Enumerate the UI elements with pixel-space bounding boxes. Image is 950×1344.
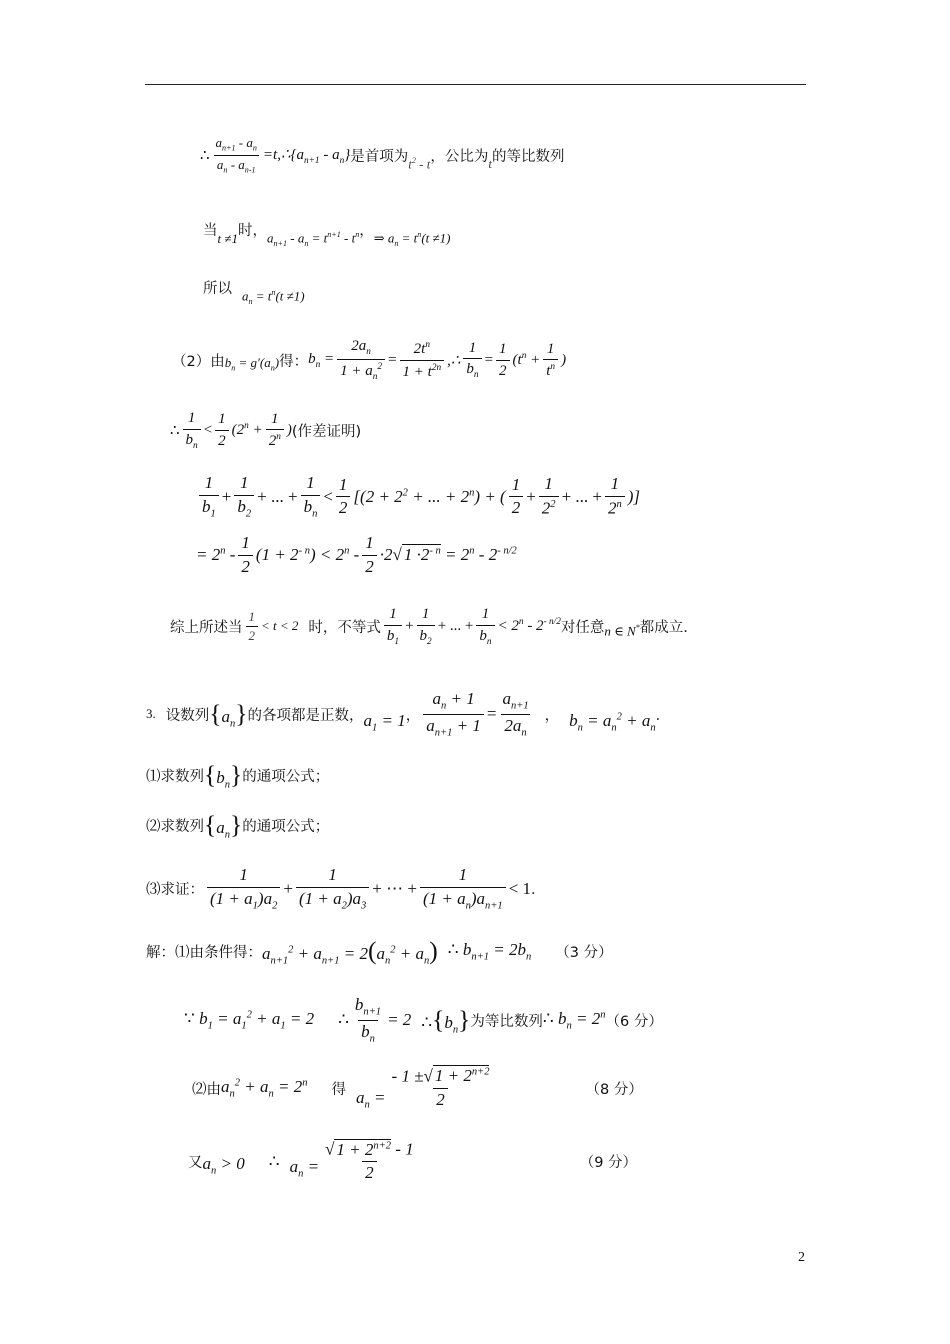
- question-3-part-2: ⑵求数列 $\{a_n\}$ 的通项公式；: [146, 810, 330, 841]
- text-score-9: （9 分）: [579, 1155, 638, 1172]
- solution-line-4: 又 $a_n > 0$ ∴ $a_n$ = $\frac{√ 1 + 2^{n+2} - 1}{2}$ （9 分）: [188, 1139, 638, 1183]
- question-3-line: 3. 设数列 $\{a_n\}$ 的各项都是正数， $a_1 = 1$ ， $\frac{a_n + 1}{a_{n+1} + 1}$ = $\frac{a_{n+1}}{2a_n}$ ， $b_n = a_n^2 + a_n$ ．: [146, 689, 671, 739]
- formula-line-5: ∴ $\frac{1}{b_n}$ < $\frac{1}{2}$ ($2^n$ + $\frac{1}{2^n}$ ) (作差证明): [170, 410, 362, 451]
- question-3-part-3: ⑶求证： $\frac{1}{(1 + a_1)a_2}$ + $\frac{1}{(1 + a_2)a_3}$ + ⋯ + $\frac{1}{(1 + a_n)a_{n+1}}$ < 1 ．: [146, 865, 546, 912]
- text-zongshang: 综上所述当: [170, 619, 243, 636]
- question-3-part-1: ⑴求数列 $\{b_n\}$ 的通项公式；: [146, 760, 330, 791]
- formula-line-7: = $2^n$ - $\frac{1}{2}$ $(1 + 2^{- n}) < 2^n$ - $\frac{1}{2}$ ·2√ $1 \cdot 2^{- n} = 2^n - 2^{- n/2}$: [196, 533, 517, 576]
- text-q3-positive: 的各项都是正数，: [247, 707, 364, 724]
- text-dengbi-shulie: 的等比数列: [491, 149, 565, 166]
- text-q3-intro: 设数列: [165, 707, 210, 724]
- question-number: 3.: [146, 706, 156, 722]
- text-gongbi: ，公比为: [430, 149, 489, 166]
- solution-line-3: ⑵由 $a_n^2 + a_n = 2^n$ 得 $a_n$ = $\frac{- 1 \pm√ 1 + 2^{n+2}}{2}$ （8 分）: [192, 1066, 643, 1111]
- text-q3-p3: ⑶求证：: [146, 882, 204, 899]
- formula-line-8: 综上所述当 $\frac{1}{2}$ < t < 2 时，不等式 $\frac{1}{b_1}$ + $\frac{1}{b_2}$ + ... + $\frac{1}{b_n}$ < $2^n - 2^{- n/2}$ 对任意 n ∈ N* 都成立.: [170, 606, 688, 647]
- text-sol2-you: ⑵由: [192, 1081, 221, 1098]
- text-q3-p2: ⑵求数列: [146, 818, 204, 835]
- text-suoyi: 所以: [203, 281, 232, 298]
- text-shi-shouxiang: 是首项为: [350, 149, 409, 166]
- header-rule: [145, 84, 806, 85]
- solution-line-2: ∵ $b_1 = a_1^2 + a_1 = 2$ ∴ $\frac{b_{n+1}}{b_n}$ = 2 $\therefore\{b_n\}$ 为等比数列 ∴ $b_n = 2^n$ （6 分）: [184, 995, 663, 1045]
- text-shi-comma: 时，: [238, 223, 267, 240]
- text-dang: 当: [203, 223, 218, 240]
- text-q3-p1-end: 的通项公式；: [242, 768, 330, 785]
- text-sol-label: 解：⑴由条件得：: [146, 944, 262, 961]
- text-score-6: （6 分）: [605, 1013, 663, 1030]
- text-dou-chengli: 都成立.: [639, 619, 688, 636]
- text-you: 又: [188, 1155, 203, 1172]
- text-de-colon: 得：: [279, 353, 309, 370]
- formula-line-6: $\frac{1}{b_1}$ + $\frac{1}{b_2}$ + ... + $\frac{1}{b_n}$ < $\frac{1}{2}$ [($2 + 2^2$ + ... + $2^n$) + ( $\frac{1}{2}$ + $\frac{1}{2^2}$ + ... + $\frac{1}{2^n}$ )]: [196, 474, 640, 520]
- formula-line-3: 所以 $a_n = t^n(t \ne 1)$: [203, 270, 305, 306]
- text-zuocha: (作差证明): [291, 423, 362, 440]
- text-score-8: （8 分）: [585, 1081, 643, 1098]
- formula-line-1: ∴ $\frac{a_{n+1} - a_n}{a_n - a_{n-1}}$ $=t,\therefore\{a_{n+1} - a_n\}$ 是首项为 $t^2$ - t ，公比为 t 的等比数列: [200, 135, 565, 176]
- text-de: 得: [331, 1081, 347, 1098]
- text-part2-you: （2）由: [172, 353, 225, 370]
- solution-line-1: 解：⑴由条件得： $a_{n+1}^2 + a_{n+1} = 2(a_n^2 + a_n)$ ∴ $b_{n+1} = 2b_n$ （3 分）: [146, 936, 613, 967]
- text-q3-p1: ⑴求数列: [146, 768, 204, 785]
- text-dengbi: 为等比数列: [470, 1013, 543, 1030]
- formula-line-4: （2）由 $b_n = g'(a_n)$ 得： $b_n$ = $\frac{2a_n}{1 + a_n^2}$ = $\frac{2t^n}{1 + t^{2n}}$ ,∴ $\frac{1}{b_n}$ = $\frac{1}{2}$ ($t^n$ + $\frac{1}{t^n}$ ): [172, 338, 567, 383]
- text-shi-budengshi: 时，不等式: [308, 619, 381, 636]
- text-q3-p2-end: 的通项公式；: [242, 818, 330, 835]
- page-number: 2: [798, 1250, 805, 1265]
- text-score-3: （3 分）: [555, 944, 613, 961]
- formula-line-2: 当 t ≠1 时， $a_{n+1} - a_n = t^{n+1} - t^n$ ， ⇒ $a_n = t^n(t \ne 1)$: [203, 212, 450, 248]
- text-dui-renyi: 对任意: [560, 619, 605, 636]
